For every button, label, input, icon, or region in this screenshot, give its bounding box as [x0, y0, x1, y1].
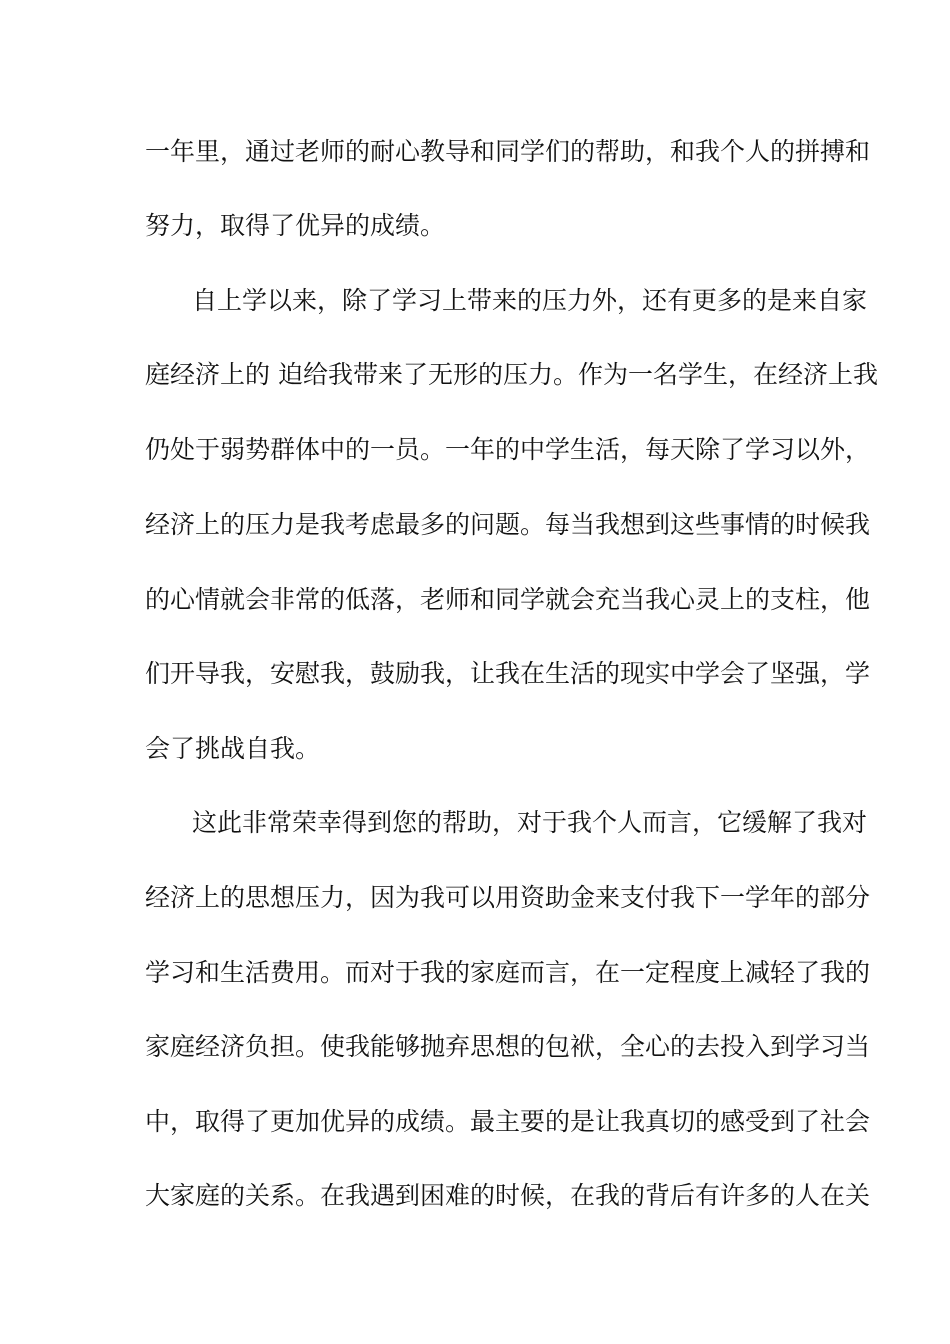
text-line: 庭经济上的 迫给我带来了无形的压力。作为一名学生，在经济上我	[145, 360, 878, 389]
paragraph-first-line: 这此非常荣幸得到您的帮助，对于我个人而言，它缓解了我对	[192, 808, 868, 837]
text-line: 经济上的思想压力，因为我可以用资助金来支付我下一学年的部分	[145, 883, 871, 912]
text-line: 学习和生活费用。而对于我的家庭而言，在一定程度上减轻了我的	[145, 958, 871, 987]
text-line: 努力，取得了优异的成绩。	[145, 211, 446, 240]
paragraph-first-line: 自上学以来，除了学习上带来的压力外，还有更多的是来自家	[192, 286, 868, 315]
text-line: 们开导我，安慰我，鼓励我，让我在生活的现实中学会了坚强，学	[145, 659, 871, 688]
text-line: 会了挑战自我。	[145, 734, 321, 763]
text-line: 经济上的压力是我考虑最多的问题。每当我想到这些事情的时候我	[145, 510, 871, 539]
text-line: 家庭经济负担。使我能够抛弃思想的包袱，全心的去投入到学习当	[145, 1032, 871, 1061]
text-line: 一年里，通过老师的耐心教导和同学们的帮助，和我个人的拼搏和	[145, 137, 871, 166]
text-line: 中，取得了更加优异的成绩。最主要的是让我真切的感受到了社会	[145, 1107, 871, 1136]
text-line: 仍处于弱势群体中的一员。一年的中学生活，每天除了学习以外，	[145, 435, 871, 464]
text-line: 大家庭的关系。在我遇到困难的时候，在我的背后有许多的人在关	[145, 1181, 871, 1210]
text-line: 的心情就会非常的低落，老师和同学就会充当我心灵上的支柱，他	[145, 585, 871, 614]
